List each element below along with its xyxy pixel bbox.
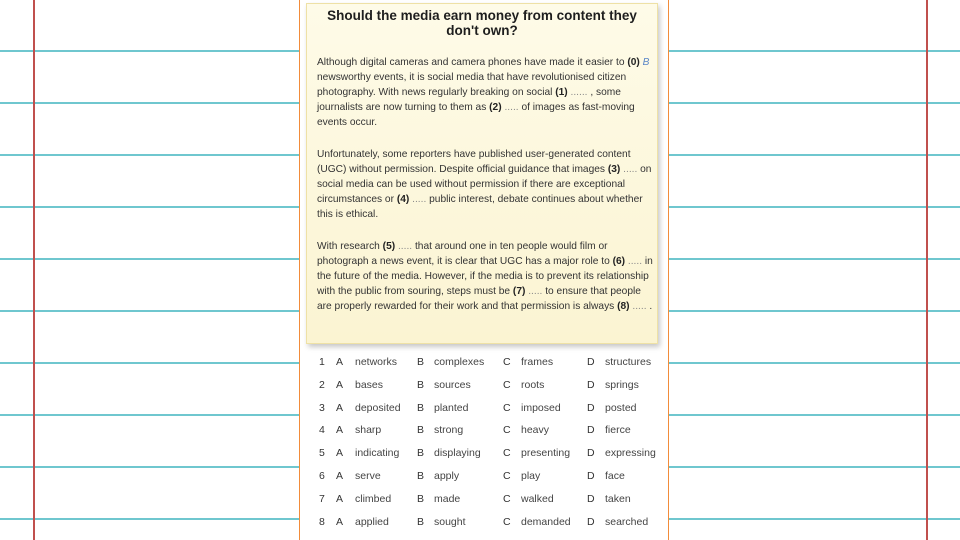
article-paragraph-2 <box>317 147 653 222</box>
option-letter-a: A <box>336 424 344 437</box>
option-letter-c: C <box>503 469 511 482</box>
gap-blank: ..... <box>504 102 519 113</box>
option-number: 2 <box>319 378 325 391</box>
option-letter-d: D <box>587 469 595 482</box>
option-letter-d: D <box>587 447 595 460</box>
option-letter-c: C <box>503 401 511 414</box>
option-b[interactable]: sources <box>434 378 471 391</box>
option-c[interactable]: heavy <box>521 424 550 437</box>
option-d[interactable]: taken <box>605 492 631 505</box>
option-number: 7 <box>319 492 325 505</box>
option-a[interactable]: climbed <box>355 492 392 505</box>
option-d[interactable]: fierce <box>605 424 631 437</box>
option-row <box>300 516 668 539</box>
gap-number: (0) <box>627 57 640 68</box>
option-b[interactable]: displaying <box>434 447 481 460</box>
article-paragraph-3 <box>317 239 653 314</box>
option-number: 6 <box>319 469 325 482</box>
option-b[interactable]: sought <box>434 515 466 528</box>
gap-number: (8) <box>617 301 630 312</box>
option-a[interactable]: deposited <box>355 401 401 414</box>
option-number: 3 <box>319 401 325 414</box>
option-a[interactable]: sharp <box>355 424 382 437</box>
paragraph-text: Although digital cameras and camera phones have made it easier to <box>317 57 628 68</box>
option-letter-b: B <box>417 401 425 414</box>
option-letter-b: B <box>417 424 425 437</box>
option-a[interactable]: indicating <box>355 447 400 460</box>
gap-number: (2) <box>489 102 502 113</box>
option-row <box>300 493 668 516</box>
article-card <box>306 3 658 344</box>
paragraph-text: With research <box>317 241 383 252</box>
gap-blank: ..... <box>412 194 427 205</box>
paragraph-text: in the future of the media. However, if the media is to prevent its relationship with the public from souring, steps must be <box>317 256 653 297</box>
gap-blank: ...... <box>570 87 588 98</box>
worksheet <box>299 0 669 540</box>
gap-number: (1) <box>555 87 568 98</box>
option-a[interactable]: bases <box>355 378 384 391</box>
option-letter-c: C <box>503 378 511 391</box>
notebook-margin-line-right <box>926 0 928 540</box>
option-d[interactable]: springs <box>605 378 639 391</box>
option-a[interactable]: serve <box>355 469 381 482</box>
option-letter-c: C <box>503 424 511 437</box>
option-c[interactable]: frames <box>521 356 554 368</box>
paragraph-text: to ensure that people are properly rewarded for their work and that permission is always <box>317 286 641 312</box>
option-letter-b: B <box>417 492 425 505</box>
option-c[interactable]: imposed <box>521 401 561 414</box>
option-letter-a: A <box>336 492 344 505</box>
answer-options-list <box>300 356 668 538</box>
option-number: 4 <box>319 424 325 437</box>
paragraph-text: , some journalists are now turning to them as <box>317 87 621 113</box>
paragraph-text: newsworthy events, it is social media that have revolutionised citizen photography. With news regularly breaking on social <box>317 72 627 98</box>
option-row <box>300 447 668 470</box>
option-letter-a: A <box>336 378 344 391</box>
option-letter-c: C <box>503 515 511 528</box>
option-letter-d: D <box>587 356 595 368</box>
option-b[interactable]: complexes <box>434 356 485 368</box>
option-b[interactable]: strong <box>434 424 464 437</box>
option-b[interactable]: planted <box>434 401 469 414</box>
option-d[interactable]: face <box>605 469 625 482</box>
gap-blank: ..... <box>632 301 647 312</box>
option-letter-a: A <box>336 401 344 414</box>
option-b[interactable]: apply <box>434 469 460 482</box>
gap-number: (6) <box>612 256 626 267</box>
option-letter-b: B <box>417 515 425 528</box>
option-c[interactable]: presenting <box>521 447 571 460</box>
option-c[interactable]: roots <box>521 378 545 391</box>
gap-number: (4) <box>396 194 410 205</box>
option-letter-d: D <box>587 378 595 391</box>
option-letter-a: A <box>336 356 344 368</box>
option-row <box>300 356 668 379</box>
option-number: 5 <box>319 447 325 460</box>
option-d[interactable]: searched <box>605 515 649 528</box>
option-letter-b: B <box>417 469 425 482</box>
paragraph-text: . <box>646 301 653 312</box>
option-d[interactable]: expressing <box>605 447 656 460</box>
gap-blank: ..... <box>627 256 643 267</box>
option-letter-c: C <box>503 356 511 368</box>
option-c[interactable]: demanded <box>521 515 571 528</box>
option-letter-c: C <box>503 447 511 460</box>
notebook-margin-line-left <box>33 0 35 540</box>
gap-blank: ..... <box>528 286 543 297</box>
paragraph-text: on social media can be used without permission if there are exceptional circumstances or <box>317 164 652 205</box>
gap-blank: ..... <box>397 241 413 252</box>
paragraph-text: Unfortunately, some reporters have published user-generated content (UGC) without permission. Despite official guidance that images <box>317 149 631 175</box>
article-paragraph-1 <box>317 55 653 130</box>
gap-number: (5) <box>382 241 396 252</box>
option-c[interactable]: walked <box>521 492 554 505</box>
option-a[interactable]: networks <box>355 356 398 368</box>
option-letter-d: D <box>587 401 595 414</box>
paragraph-text: of images as fast-moving events occur. <box>317 102 635 128</box>
option-letter-a: A <box>336 447 344 460</box>
option-letter-b: B <box>417 447 425 460</box>
option-d[interactable]: structures <box>605 356 652 368</box>
paragraph-text: that around one in ten people would film or photograph a news event, it is clear that UGC has a major role to <box>317 241 613 267</box>
gap-blank: ..... <box>623 164 638 175</box>
option-c[interactable]: play <box>521 469 541 482</box>
option-row <box>300 402 668 425</box>
option-letter-b: B <box>417 356 425 368</box>
option-number: 1 <box>319 356 325 368</box>
option-letter-d: D <box>587 515 595 528</box>
option-letter-b: B <box>417 378 425 391</box>
gap-number: (7) <box>512 286 526 297</box>
option-letter-c: C <box>503 492 511 505</box>
option-letter-a: A <box>336 469 344 482</box>
option-row <box>300 379 668 402</box>
option-number: 8 <box>319 515 325 528</box>
option-letter-a: A <box>336 515 344 528</box>
option-row <box>300 424 668 447</box>
gap-number: (3) <box>607 164 621 175</box>
option-b[interactable]: made <box>434 492 461 505</box>
option-d[interactable]: posted <box>605 401 637 414</box>
option-row <box>300 470 668 493</box>
paragraph-text: public interest, debate continues about whether this is ethical. <box>317 194 643 220</box>
option-a[interactable]: applied <box>355 515 389 528</box>
option-letter-d: D <box>587 424 595 437</box>
option-letter-d: D <box>587 492 595 505</box>
article-title: Should the media earn money from content they don't own? <box>327 8 637 38</box>
example-answer: B <box>642 57 650 68</box>
